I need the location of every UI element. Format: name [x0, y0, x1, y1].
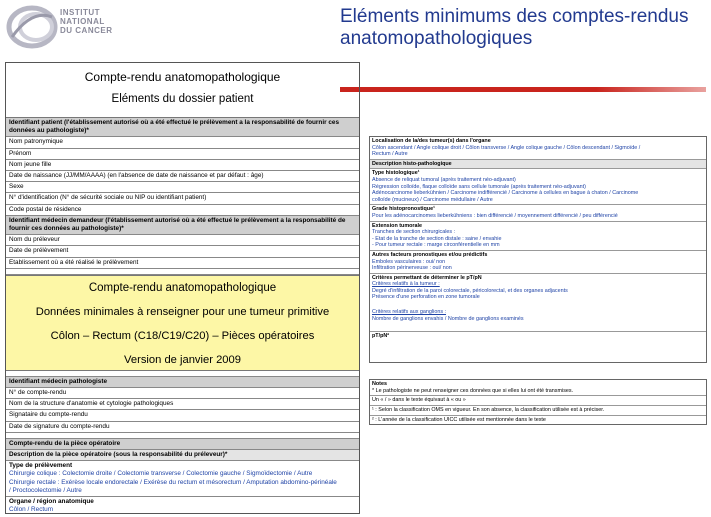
requester-section-header: Identifiant médecin demandeur (l'établissement autorisé où a été effectué le prélèvement a la responsabilité de fournir ces données au pathologiste)* — [6, 216, 359, 235]
histo-type-line: Adénocarcinome lieberkühnien / Carcinome indifférencié / Carcinome à cellules en bague à chaton / Carcinome — [372, 190, 639, 197]
criteria-tumor-line: Présence d'une perforation en zone tumorale — [372, 294, 480, 301]
location-label: Localisation de la/des tumeur(s) dans l'organe — [372, 138, 491, 144]
report-header — [6, 63, 359, 118]
report-title: Compte-rendu anatomopathologique — [84, 70, 281, 84]
criteria-cell — [370, 274, 706, 333]
patient-row: Nom patronymique — [6, 137, 359, 148]
logo-line-2: NATIONAL — [60, 17, 105, 26]
criteria-tumor-label: Critères relatifs à la tumeur : — [372, 281, 440, 288]
patient-row: Prénom — [6, 149, 359, 160]
notes-label: Notes — [372, 381, 387, 388]
patient-row: N° d'identification (N° de sécurité sociale ou NIP ou identifiant patient) — [6, 193, 359, 204]
banner-line-2: Données minimales à renseigner pour une tumeur primitive — [35, 305, 330, 318]
notes-line: Un « / » dans le texte équivaut à « ou » — [370, 396, 706, 406]
spacer — [372, 301, 704, 309]
patient-row: Date de naissance (JJ/MM/AAAA) (en l'absence de date de naissance et par défaut : âge) — [6, 171, 359, 182]
version-banner — [6, 275, 359, 371]
spacer — [369, 363, 707, 379]
histo-type-label: Type histologique¹ — [372, 170, 420, 177]
location-value: Rectum / Autre — [372, 151, 408, 158]
spacer — [372, 322, 704, 330]
notes-line: * Le pathologiste ne peut renseigner ces données que si elles lui ont été transmises. — [372, 387, 574, 394]
logo-line-1: INSTITUT — [60, 8, 100, 17]
patient-row: Code postal de résidence — [6, 205, 359, 216]
extension-line: Tranches de section chirurgicales : — [372, 229, 456, 236]
grade-label: Grade histopronostique¹ — [372, 206, 435, 213]
extension-line: - Pour tumeur rectale : marge circonférentielle en mm — [372, 242, 500, 249]
piece-section-header: Compte-rendu de la pièce opératoire — [6, 439, 359, 450]
banner-line-4: Version de janvier 2009 — [124, 353, 241, 366]
report-document — [5, 62, 360, 514]
pathologist-section-header: Identifiant médecin pathologiste — [6, 377, 359, 388]
slide-title — [340, 6, 705, 50]
patient-row: Nom jeune fille — [6, 160, 359, 171]
report-subtitle: Eléments du dossier patient — [111, 93, 254, 105]
prognostic-line: Emboles vasculaires : oui/ non — [372, 258, 446, 265]
logo-line-3: DU CANCER — [60, 26, 113, 35]
banner-line-3: Côlon – Rectum (C18/C19/C20) – Pièces opératoires — [50, 329, 315, 342]
pathologist-row: Date de signature du compte-rendu — [6, 422, 359, 433]
ptpn-cell — [370, 332, 706, 362]
criteria-tumor-line: Degré d'infiltration de la paroi colorectale, péricolorectal, et des organes adjacents — [372, 287, 568, 294]
histo-type-line: Absence de reliquat tumoral (après traitement néo-adjuvant) — [372, 176, 516, 183]
requester-row: Nom du préleveur — [6, 235, 359, 246]
sample-type-line: Chirurgie rectale : Exérèse locale endorectale / Exérèse du rectum et mésorectum / Amputation abdomino-périnéale — [9, 478, 337, 486]
notes-line: ² : L'année de la classification UICC utilisée est mentionnée dans le texte — [372, 416, 546, 423]
sample-type-line: Chirurgie colique : Colectomie droite / Colectomie transverse / Colectomie gauche / Sigmoïdectomie / Autre — [9, 470, 313, 478]
histology-document — [369, 136, 707, 425]
pathologist-row: N° de compte-rendu — [6, 388, 359, 399]
prognostic-line: Infiltration périnerveuse : oui/ non — [372, 265, 452, 272]
requester-row: Date de prélèvement — [6, 246, 359, 257]
location-cell — [370, 137, 706, 160]
histo-section-header: Description histo-pathologique — [370, 160, 706, 170]
pathologist-row: Nom de la structure d'anatomie et cytologie pathologiques — [6, 399, 359, 410]
inca-logo — [6, 3, 136, 51]
notes-line: ¹ : Selon la classification OMS en vigueur. En son absence, la classification utilisée est à préciser. — [370, 406, 706, 416]
extension-line: - Etat de la tranche de section distale : saine / envahie — [372, 235, 502, 242]
extension-cell — [370, 222, 706, 251]
notes-table — [369, 379, 707, 425]
banner-line-1: Compte-rendu anatomopathologique — [88, 281, 277, 294]
piece-description-header: Description de la pièce opératoire (sous la responsabilité du préleveur)* — [6, 450, 359, 461]
sample-type-label: Type de prélèvement — [9, 462, 73, 470]
histo-type-line: colloïde (mucineux) / Carcinome médullaire / Autre — [372, 196, 493, 203]
sample-type-cell — [6, 461, 359, 497]
organ-cell — [6, 497, 359, 514]
notes-header — [370, 380, 706, 396]
histo-type-cell — [370, 169, 706, 205]
prognostic-cell — [370, 251, 706, 274]
slide-title-line-2: anatomopathologiques — [340, 28, 533, 49]
criteria-nodes-line: Nombre de ganglions envahis / Nombre de ganglions examinés — [372, 315, 524, 322]
criteria-nodes-label: Critères relatifs aux ganglions : — [372, 309, 447, 316]
criteria-label: Critères permettant de déterminer le pT/pN — [372, 274, 482, 281]
histology-table — [369, 136, 707, 363]
inca-logo-icon — [6, 3, 58, 51]
logo-text — [60, 8, 113, 35]
organ-value: Côlon / Rectum — [9, 506, 54, 514]
grade-cell — [370, 205, 706, 221]
pathologist-row: Signataire du compte-rendu — [6, 410, 359, 421]
requester-row: Etablissement où a été réalisé le prélèvement — [6, 258, 359, 269]
title-underline — [340, 87, 706, 92]
organ-label: Organe / région anatomique — [9, 498, 94, 506]
prognostic-label: Autres facteurs pronostiques et/ou prédictifs — [372, 251, 488, 258]
ptpn-label: pT/pN² — [372, 333, 390, 340]
extension-label: Extension tumorale — [372, 222, 423, 229]
sample-type-line: / Proctocolectomie / Autre — [9, 486, 82, 494]
slide-title-line-1: Eléments minimums des comptes-rendus — [340, 6, 689, 27]
grade-value: Pour les adénocarcinomes lieberkühniens : bien différencié / moyennement différencié / peu différencié — [372, 212, 618, 219]
histo-type-line: Régression colloïde, flaque colloïde sans cellule tumorale (après traitement néo-adjuvant) — [372, 183, 586, 190]
location-value: Côlon ascendant / Angle colique droit / Côlon transverse / Angle colique gauche / Côlon descendant / Sigmoïde / — [372, 144, 641, 151]
patient-section-header: Identifiant patient (l'établissement autorisé où a été effectué le prélèvement a la responsabilité de fournir ces données au pathologiste)* — [6, 118, 359, 137]
patient-row: Sexe — [6, 182, 359, 193]
